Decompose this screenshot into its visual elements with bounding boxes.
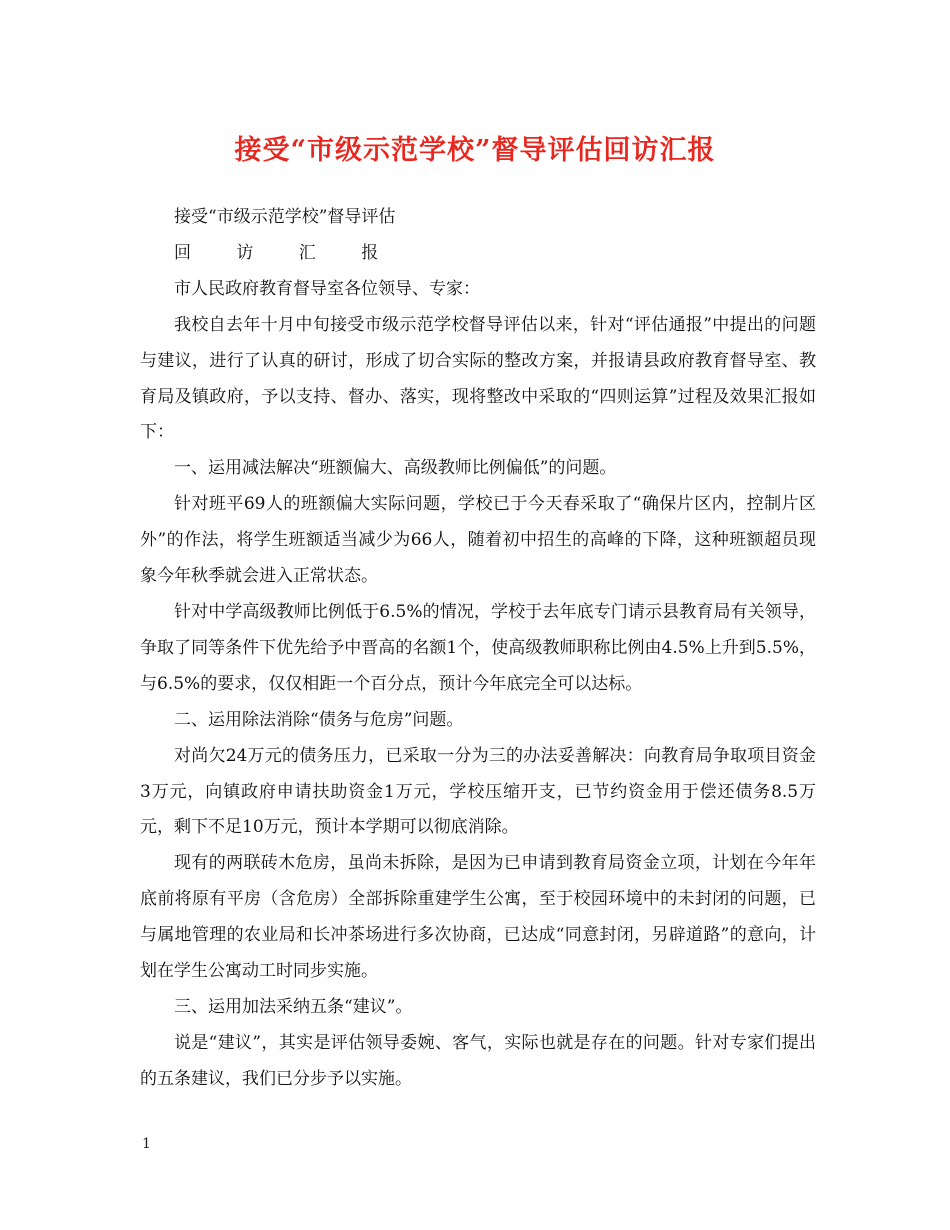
section-heading-3: 三、运用加法采纳五条“建议”。	[174, 996, 413, 1017]
page-number: 1	[142, 1136, 151, 1152]
paragraph-senior-teachers: 针对中学高级教师比例低于6.5%的情况，学校于去年底专门请示县教育局有关领导，争取了同等条件下优先给予中晋高的名额1个，使高级教师职称比例由4.5%上升到5.5%，与6.5%的要求，仅仅相距一个百分点，预计今年底完全可以达标。	[140, 601, 816, 694]
section-heading-2: 二、运用除法消除“债务与危房”问题。	[174, 709, 464, 730]
paragraph-debt: 对尚欠24万元的债务压力，已采取一分为三的办法妥善解决：向教育局争取项目资金3万元，向镇政府申请扶助资金1万元，学校压缩开支，已节约资金用于偿还债务8.5万元，剩下不足10万元，预计本学期可以彻底消除。	[140, 745, 816, 838]
document-body	[140, 200, 816, 1098]
section-heading-1: 一、运用减法解决“班额偏大、高级教师比例偏低”的问题。	[174, 458, 617, 479]
paragraph-class-size: 针对班平69人的班额偏大实际问题，学校已于今天春采取了“确保片区内，控制片区外”的作法，将学生班额适当减少为66人，随着初中招生的高峰的下降，这种班额超员现象今年秋季就会进入正常状态。	[140, 494, 816, 587]
document-title: 接受“市级示范学校”督导评估回访汇报	[234, 135, 716, 166]
paragraph-subtitle-huifang: 回 访 汇 报	[174, 242, 399, 263]
paragraph-salutation: 市人民政府教育督导室各位领导、专家：	[174, 278, 480, 299]
paragraph-subtitle: 接受“市级示范学校”督导评估	[174, 207, 396, 227]
paragraph-dangerous-buildings: 现有的两联砖木危房，虽尚未拆除，是因为已申请到教育局资金立项，计划在今年年底前将原有平房（含危房）全部拆除重建学生公寓，至于校园环境中的未封闭的问题，已与属地管理的农业局和长冲茶场进行多次协商，已达成“同意封闭，另辟道路”的意向，计划在学生公寓动工时同步实施。	[140, 853, 816, 982]
paragraph-suggestions: 说是“建议”，其实是评估领导委婉、客气，实际也就是存在的问题。针对专家们提出的五条建议，我们已分步予以实施。	[140, 1032, 816, 1089]
paragraph-intro: 我校自去年十月中旬接受市级示范学校督导评估以来，针对“评估通报”中提出的问题与建议，进行了认真的研讨，形成了切合实际的整改方案，并报请县政府教育督导室、教育局及镇政府，予以支持、督办、落实，现将整改中采取的“四则运算”过程及效果汇报如下：	[140, 314, 816, 443]
